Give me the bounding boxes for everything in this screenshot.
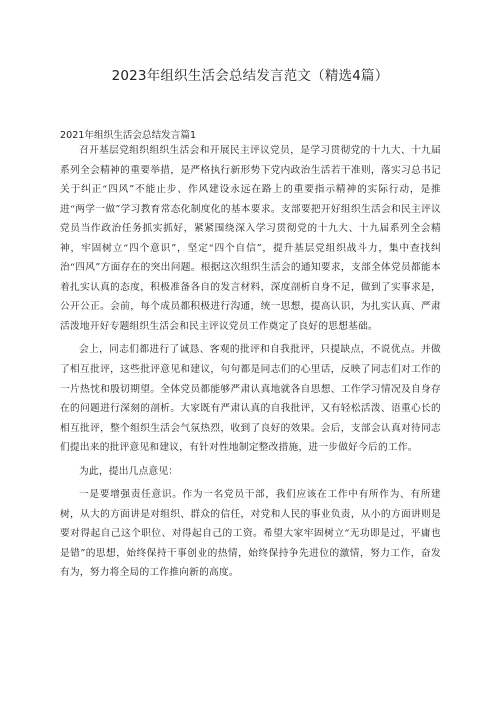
- document-title: 2023年组织生活会总结发言范文（精选4篇）: [111, 68, 389, 84]
- section-heading: 2021年组织生活会总结发言篇1: [60, 130, 197, 141]
- paragraph: 会上，同志们都进行了诚恳、客观的批评和自我批评，只提缺点，不说优点。并做了相互批评，这些批评意见和建议，句句都是同志们的心里话，反映了同志们对工作的一片热忱和殷切期望。全体党员都能够严肃认真地就各自思想、工作学习情况及自身存在的问题进行深刻的剖析。大家既有严肃认真的自我批评，又有轻松活泼、语重心长的相互批评，整个组织生活会气氛热烈，收到了良好的效果。会后，支部会认真对待同志们提出来的批评意见和建议，有针对性地制定整改措施，进一步做好今后的工作。: [60, 344, 441, 454]
- paragraph: 为此，提出几点意见：: [79, 465, 179, 477]
- paragraph: 召开基层党组织组织生活会和开展民主评议党员，是学习贯彻党的十九大、十九届系列全会精神的重要举措，是严格执行新形势下党内政治生活若干准则，落实习总书记关于纠正“四风”不能止步、作风建设永远在路上的重要指示精神的实际行动，是推进“两学一做”学习教育常态化制度化的基本要求。支部要把开好组织生活会和民主评议党员当作政治任务抓实抓好，紧紧围绕深入学习贯彻党的十九大、十九届系列全会精神，牢固树立“四个意识”，坚定“四个自信”，提升基层党组织战斗力，集中查找纠治“四风”方面存在的突出问题。根据这次组织生活会的通知要求，支部全体党员都能本着扎实认真的态度，积极准备各自的发言材料，深度剖析自身不足，做到了实事求是，公开公正。会前，每个成员都积极进行沟通，统一思想，提高认识，为扎实认真、严肃活泼地开好专题组织生活会和民主评议党员工作奠定了良好的思想基础。: [60, 145, 441, 332]
- document-body: [60, 141, 441, 587]
- paragraph: 一是要增强责任意识。作为一名党员干部，我们应该在工作中有所作为、有所建树，从大的方面讲是对组织、群众的信任，对党和人民的事业负责，从小的方面讲则是要对得起自己这个职位、对得起自己的工资。希望大家牢固树立“无功即是过，平庸也是错”的思想，始终保持干事创业的热情，始终保持争先进位的激情，努力工作，奋发有为，努力将全局的工作推向新的高度。: [60, 489, 441, 579]
